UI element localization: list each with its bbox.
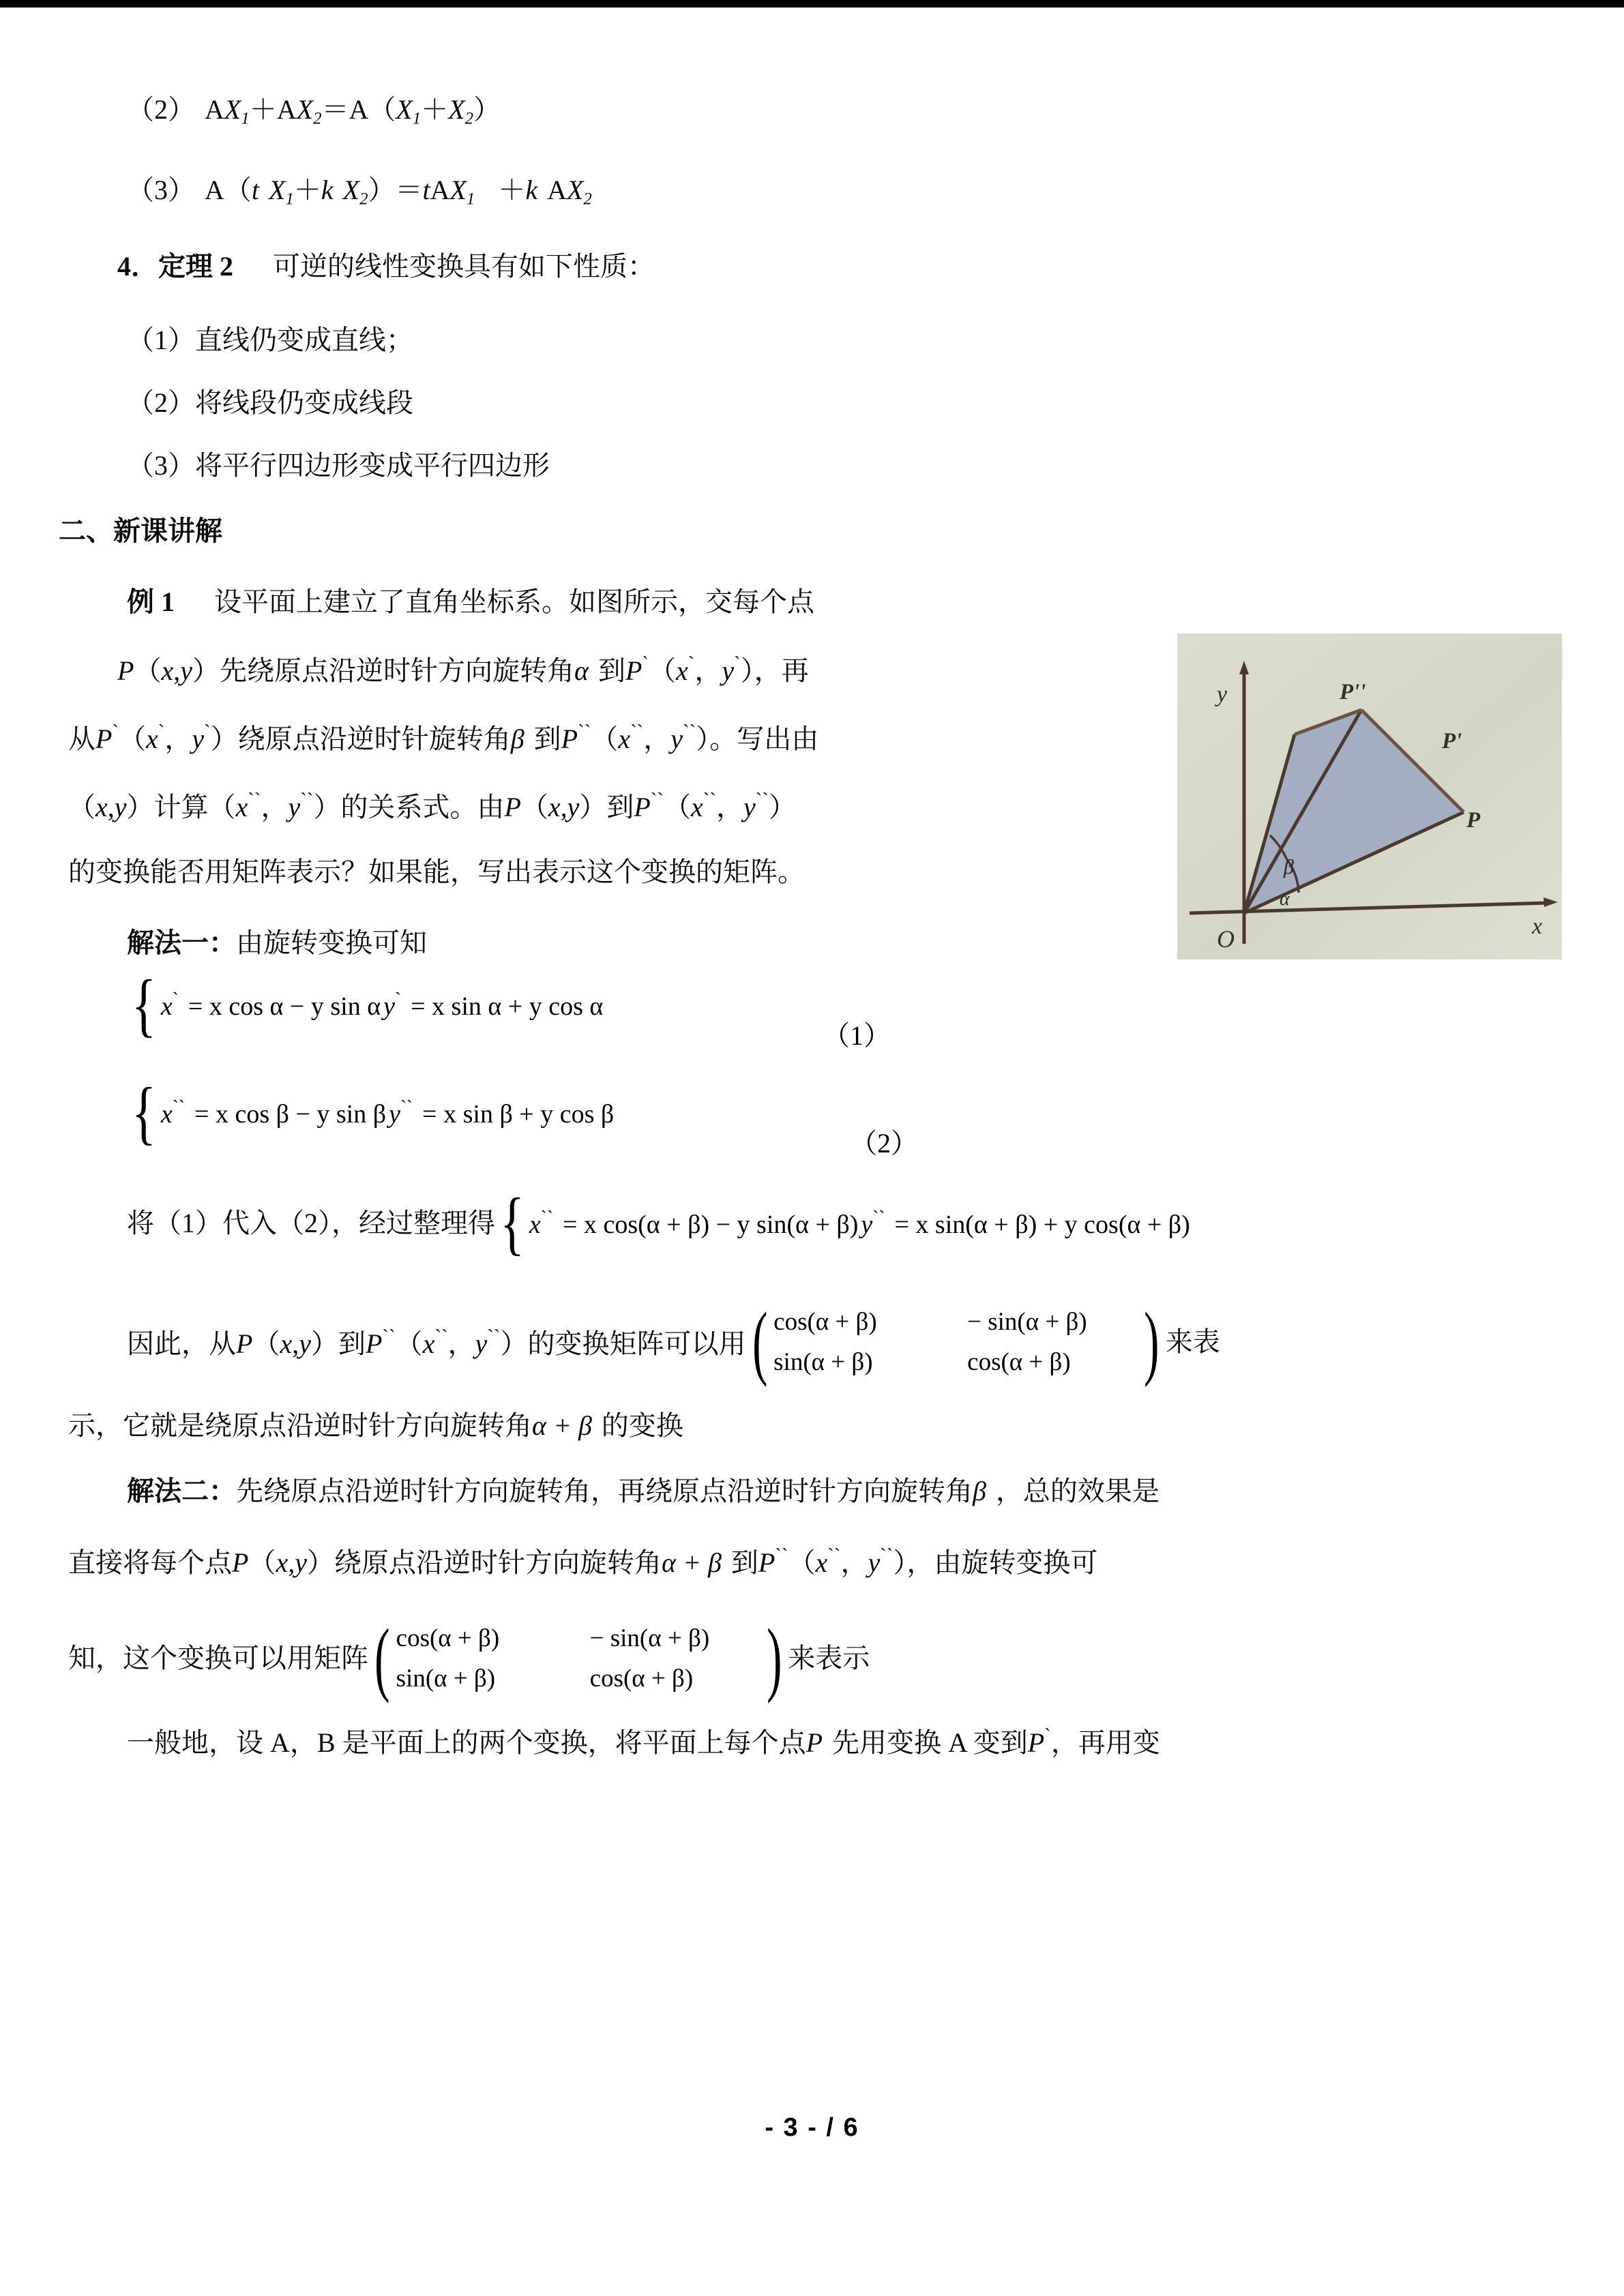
- property-2-plus2: ＋: [421, 94, 449, 125]
- point-P-prime-3: P: [1027, 1727, 1045, 1758]
- solution-1-heading: [127, 929, 427, 957]
- general-text-b: 先用变换 A 变到: [832, 1727, 1028, 1758]
- solution-2-text-2c: 到: [730, 1547, 758, 1578]
- example-1-text-4b: 的关系式。由: [340, 791, 505, 822]
- label-angle-alpha: α: [1280, 889, 1290, 910]
- origin-label: O: [1217, 925, 1235, 953]
- property-2-A3: A: [349, 94, 369, 125]
- matrix-left-paren-1: (: [752, 1296, 767, 1388]
- point-P-2: P: [504, 791, 521, 822]
- beta-symbol-1: β: [510, 723, 525, 754]
- alpha-plus-beta-1: α + β: [532, 1410, 592, 1441]
- property-2-plus1: ＋: [249, 94, 277, 125]
- property-2-X4: X: [448, 94, 465, 125]
- solution-2-text-3a: 知，这个变换可以用矩阵: [68, 1643, 368, 1673]
- solution-1-intro: 由旋转变换可知: [236, 927, 427, 958]
- paren-open-6: （: [208, 791, 236, 822]
- general-statement-line: 一般地，设 A，B 是平面上的两个变换，将平面上每个点P 先用变换 A 变到P`，再用变: [127, 1725, 1160, 1758]
- solution-2-text-2b: 绕原点沿逆时针方向旋转角: [334, 1547, 662, 1578]
- point-P: P: [117, 655, 134, 686]
- matrix-left-paren-2: (: [374, 1612, 390, 1705]
- beta-symbol-2: β: [973, 1476, 986, 1506]
- property-3-close: ）: [368, 175, 396, 205]
- property-2-sub3: 1: [412, 109, 422, 128]
- solution-2-label: 解法二：: [127, 1476, 236, 1506]
- property-2-open: （: [368, 94, 396, 125]
- rotation-diagram-figure: [1177, 633, 1562, 959]
- paren-open-7: （: [520, 791, 548, 822]
- left-brace-1: {: [131, 966, 156, 1044]
- property-2-X2: X: [296, 94, 314, 125]
- property-3-sub2: 2: [359, 190, 368, 209]
- rotation-diagram-svg: [1177, 633, 1562, 959]
- example-1-line-5: 的变换能否用矩阵表示？如果能，写出表示这个变换的矩阵。: [68, 856, 805, 887]
- system-2-row-2: y`` = x sin β + y cos β: [389, 1097, 615, 1129]
- label-point-P-prime: P': [1442, 729, 1462, 754]
- label-point-P-double-prime: P'': [1340, 680, 1366, 704]
- property-3-plus2: ＋: [498, 175, 526, 205]
- example-1-text-2a: 先绕原点沿逆时针方向旋转角: [219, 655, 574, 686]
- conclusion-text-d: 来表: [1165, 1326, 1220, 1357]
- point-P-dprime-3: P: [758, 1547, 776, 1578]
- theorem-number: 4．: [117, 251, 158, 282]
- paren-open-2: （: [649, 655, 676, 686]
- matrix-1-row-2: sin(α + β) cos(α + β): [773, 1348, 1071, 1376]
- example-1-text-3d: 。写出由: [709, 723, 819, 754]
- property-2-sub2: 2: [313, 109, 322, 128]
- matrix-right-paren-1: ): [1144, 1296, 1160, 1388]
- property-3-X4: X: [566, 175, 584, 205]
- x-axis-label: x: [1532, 914, 1543, 939]
- property-2-A2: A: [276, 94, 297, 125]
- equation-number-1: （1）: [823, 1020, 891, 1051]
- example-1-text-3c: 到: [533, 723, 561, 754]
- paren-close-2: ）: [740, 655, 754, 686]
- equation-number-2: （2）: [850, 1128, 918, 1159]
- paren-open-5: （: [68, 791, 95, 822]
- theorem-property-3: （3）将平行四边形变成平行四边形: [127, 450, 550, 481]
- paren-open-4: （: [591, 723, 619, 754]
- document-page: [0, 8, 1624, 2296]
- property-3-equals: ＝: [395, 175, 423, 205]
- matrix-2-row-2: sin(α + β) cos(α + β): [396, 1665, 694, 1693]
- property-3-A2: A: [430, 175, 450, 205]
- left-brace-3: {: [499, 1184, 525, 1262]
- property-3-sub3: 1: [466, 190, 475, 209]
- example-1-line-2: P（x,y）先绕原点沿逆时针方向旋转角α 到P`（x`，y`），再: [117, 653, 809, 686]
- example-1-label: 例 1: [127, 586, 175, 617]
- solution-2-text-2a: 直接将每个点: [68, 1547, 232, 1578]
- property-3-sub4: 2: [583, 190, 592, 209]
- conclusion-text-e: 示，它就是绕原点沿逆时针方向旋转角: [68, 1410, 532, 1441]
- property-3-A1: A: [205, 175, 224, 205]
- conclusion-tail-line: [68, 1412, 683, 1440]
- property-2-X1: X: [224, 94, 241, 125]
- property-3-t2: t: [422, 175, 430, 205]
- example-1-text-1: 设平面上建立了直角坐标系。如图所示，交每个点: [214, 586, 814, 617]
- point-P-prime-2: P: [95, 723, 113, 754]
- solution-2-matrix-block: [68, 1612, 870, 1705]
- equation-system-1: [127, 966, 891, 1051]
- property-2-close: ）: [473, 94, 501, 125]
- solution-2-text-2d: ，由旋转变换可: [906, 1547, 1098, 1578]
- equation-system-2: [127, 1073, 918, 1159]
- conclusion-text-f: 的变换: [601, 1410, 683, 1441]
- property-3-t1: t: [251, 175, 260, 205]
- property-2-sub1: 1: [241, 109, 250, 128]
- solution-2-text-1b: ，总的效果是: [995, 1476, 1160, 1506]
- example-1-text-3b: 绕原点沿逆时针旋转角: [237, 723, 511, 754]
- rotation-matrix-1: [746, 1296, 1166, 1388]
- solution-2-text-1a: 先绕原点沿逆时针方向旋转角，再绕原点沿逆时针方向旋转角: [236, 1476, 973, 1506]
- property-3-k1: k: [321, 175, 334, 205]
- system-2-row-1: x`` = x cos β − y sin β: [160, 1097, 387, 1129]
- label-angle-beta: β: [1284, 856, 1294, 878]
- system-1-row-1: x` = x cos α − y sin α: [160, 989, 381, 1022]
- y-axis-label: y: [1217, 682, 1228, 707]
- alpha-plus-beta-2: α + β: [661, 1547, 722, 1578]
- property-2-X3: X: [396, 94, 413, 125]
- substitution-text: 将（1）代入（2），经过整理得: [127, 1207, 495, 1238]
- left-brace-2: {: [131, 1073, 156, 1152]
- rotation-matrix-2: [368, 1612, 788, 1705]
- property-3-X3: X: [449, 175, 467, 205]
- solution-1-label: 解法一：: [127, 927, 236, 958]
- property-3-sub1: 1: [285, 190, 294, 209]
- system-3-row-1: x`` = x cos(α + β) − y sin(α + β): [529, 1207, 859, 1240]
- point-P-dprime-1: P: [561, 723, 578, 754]
- solution-2-line-2: 直接将每个点P（x,y）绕原点沿逆时针方向旋转角α + β 到P``（x``，y``），由旋转变换可: [68, 1545, 1098, 1578]
- page-footer: - 3 - / 6: [765, 2113, 859, 2142]
- substitution-block: [127, 1184, 1190, 1262]
- paren-close-7: ）: [579, 791, 607, 822]
- system-1-row-2: y` = x sin α + y cos α: [383, 989, 604, 1022]
- paren-close-5: ）: [126, 791, 154, 822]
- property-2-label: （2）: [127, 94, 195, 125]
- paren-close-3: ）: [210, 723, 238, 754]
- conclusion-block: [127, 1296, 1220, 1388]
- property-3-k2: k: [525, 175, 538, 205]
- general-text-c: ，再用变: [1050, 1727, 1160, 1758]
- example-1-line-3: 从P`（x`，y`）绕原点沿逆时针旋转角β 到P``（x``，y``）。写出由: [68, 721, 819, 754]
- example-1-line-4: （x,y）计算（x``，y``）的关系式。由P（x,y）到P``（x``，y``）: [68, 789, 796, 822]
- example-1-text-4a: 计算: [153, 791, 209, 822]
- example-1-text-2c: ，再: [754, 655, 809, 686]
- paren-close-1: ）: [192, 655, 220, 686]
- paren-close-6: ）: [313, 791, 341, 822]
- theorem-statement: 可逆的线性变换具有如下性质：: [273, 251, 655, 282]
- point-P-3: P: [232, 1547, 249, 1578]
- top-black-bar: [0, 0, 1624, 8]
- paren-open-8: （: [664, 791, 692, 822]
- property-3-X2: X: [342, 175, 360, 205]
- system-3-row-2: y`` = x sin(α + β) + y cos(α + β): [861, 1207, 1190, 1240]
- conclusion-text-a: 因此，从P（x,y）到P``（x``，y``）的变换矩阵可以用: [127, 1325, 746, 1359]
- general-text-a: 一般地，设 A，B 是平面上的两个变换，将平面上每个点: [127, 1727, 806, 1758]
- paren-close-4: ）: [696, 723, 710, 754]
- alpha-symbol-1: α: [574, 655, 589, 686]
- point-P-prime-1: P: [625, 655, 643, 686]
- section-heading-2: 二、新课讲解: [59, 516, 222, 546]
- example-1-text-2b: 到: [597, 655, 625, 686]
- solution-2-text-3b: 来表示: [788, 1643, 870, 1673]
- theorem-property-2: （2）将线段仍变成线段: [127, 387, 413, 418]
- property-item-2: [127, 96, 501, 128]
- label-point-P: P: [1466, 808, 1481, 833]
- matrix-2-row-1: cos(α + β) − sin(α + β): [396, 1624, 710, 1652]
- example-1-line-1: [127, 588, 814, 616]
- paren-open-3: （: [119, 723, 147, 754]
- property-3-plus1: ＋: [293, 175, 321, 205]
- point-P-dprime-2: P: [634, 791, 651, 822]
- property-3-A3: A: [547, 175, 567, 205]
- theorem-title: 定理 2: [158, 251, 233, 282]
- property-2-sub4: 2: [464, 109, 474, 128]
- property-3-label: （3）: [127, 175, 195, 205]
- theorem-heading: [117, 253, 655, 280]
- point-P-4: P: [806, 1727, 823, 1758]
- property-2-A1: A: [205, 94, 224, 125]
- example-1-text-4c: 到: [606, 791, 634, 822]
- property-3-X1: X: [269, 175, 286, 205]
- solution-2-heading: [127, 1478, 1160, 1505]
- example-1-text-3a: 从: [68, 723, 95, 754]
- matrix-1-row-1: cos(α + β) − sin(α + β): [773, 1308, 1087, 1336]
- matrix-right-paren-2: ): [766, 1612, 782, 1705]
- property-3-open: （: [224, 175, 252, 205]
- paren-open-1: （: [134, 655, 162, 686]
- theorem-property-1: （1）直线仍变成直线；: [127, 325, 413, 355]
- paren-close-8: ）: [768, 791, 796, 822]
- property-item-3: [127, 177, 592, 208]
- property-2-equals: ＝: [321, 94, 349, 125]
